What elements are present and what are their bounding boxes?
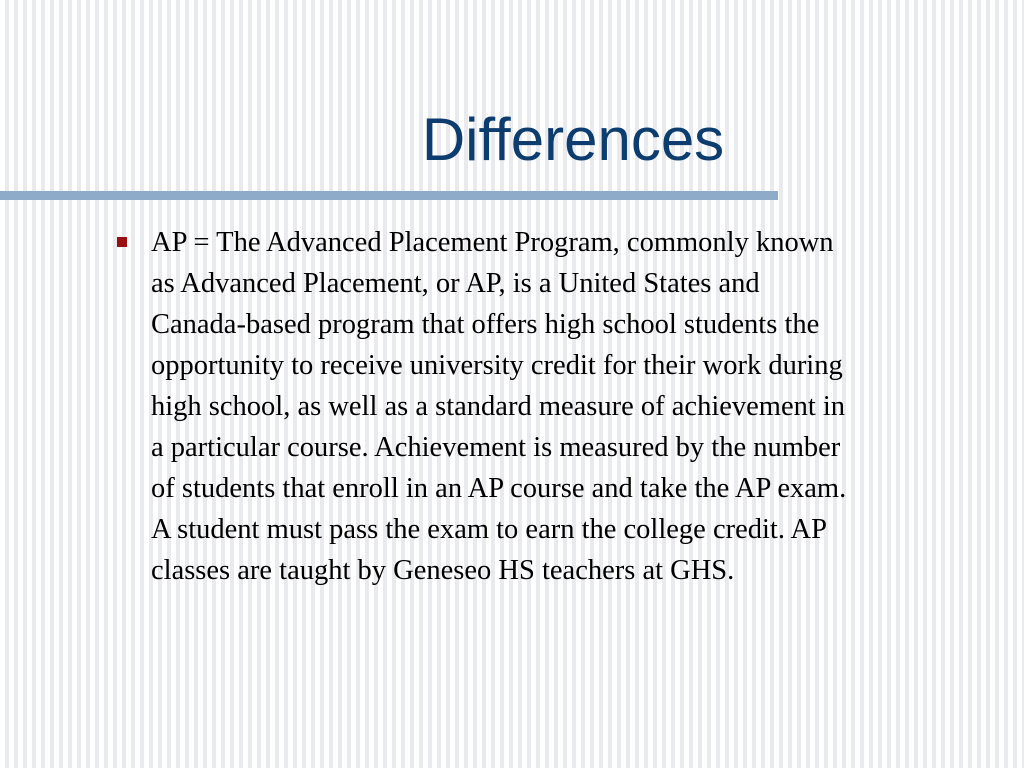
bullet-text: AP = The Advanced Placement Program, commonly known as Advanced Placement, or AP, is a United States and Canada-based program that offers high school students the opportunity to receive university credit for their work during high school, as well as a standard measure of achievement in a particular course. Achievement is measured by the number of students that enroll in an AP course and take the AP exam. A student must pass the exam to earn the college credit. AP classes are taught by Geneseo HS teachers at GHS. — [151, 227, 847, 586]
title-divider — [0, 191, 778, 200]
square-bullet-icon — [117, 237, 127, 247]
slide-title: Differences — [421, 106, 725, 173]
